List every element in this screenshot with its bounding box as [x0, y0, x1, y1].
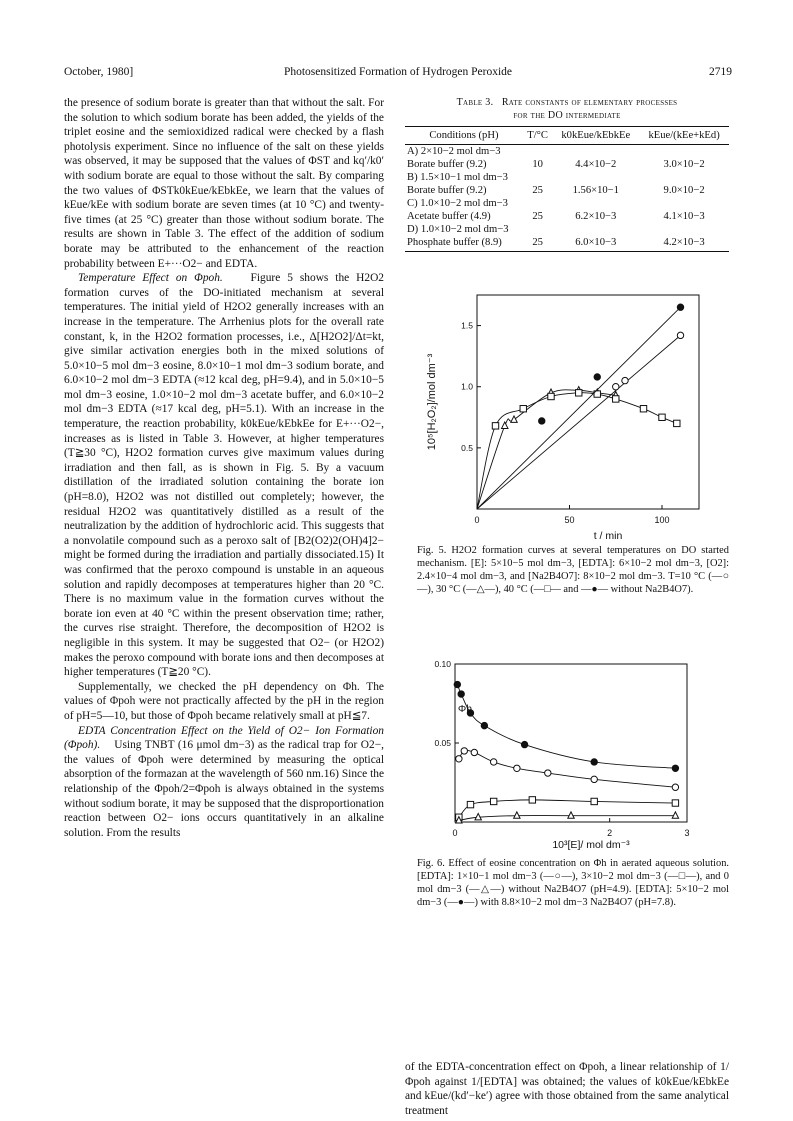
data-point	[659, 414, 665, 420]
figure-6-chart	[415, 650, 715, 850]
figure-6-caption: Fig. 6. Effect of eosine concentration on Φh in aerated aqueous solution. [EDTA]: 1×10−1 mol dm−3 (—○—), 3×10−2 mol dm−3 (—□—), and 0 mol dm−3 (—△—) without Na2B4O7 (pH=4.9). [EDTA]: 5×10−2 mol dm−3 (—●—) with 8.8×10−2 mol dm−3 Na2B4O7 (pH=7.8).	[417, 858, 729, 908]
table-header-row	[405, 127, 729, 145]
section-heading-edta: EDTA Concentration Effect on the Yield of O2− Ion Formation (Φpoh).	[64, 724, 384, 752]
data-point	[591, 759, 597, 765]
table-cell-condition: B) 1.5×10−1 mol dm−3	[407, 172, 508, 183]
table-cell-temperature: 10	[532, 159, 543, 170]
data-point	[594, 374, 600, 380]
table-row	[405, 223, 729, 236]
left-column	[64, 96, 384, 840]
data-point	[490, 759, 496, 765]
data-point	[456, 756, 462, 762]
table-caption	[405, 96, 729, 122]
table-cell-temperature: 25	[532, 185, 543, 196]
header-date: October, 1980]	[64, 66, 134, 78]
table-cell-buffer: Phosphate buffer (8.9)	[405, 236, 523, 252]
table-label: Table 3.	[456, 97, 494, 108]
data-point	[674, 420, 680, 426]
x-tick-label: 50	[564, 515, 575, 525]
y-tick-label: 0.5	[461, 442, 473, 453]
x-axis-label: 10³[E]/ mol dm⁻³	[552, 839, 630, 850]
data-point	[481, 722, 487, 728]
figure-5-chart	[415, 285, 715, 540]
table-cell-condition: D) 1.0×10−2 mol dm−3	[407, 224, 509, 235]
data-point	[471, 749, 477, 755]
y-axis-label: 10⁵[H₂O₂]/mol dm⁻³	[426, 353, 438, 451]
data-point	[613, 396, 619, 402]
series-line	[457, 685, 675, 769]
data-point	[529, 797, 535, 803]
data-point	[548, 393, 554, 399]
figure-5	[415, 285, 715, 540]
data-point	[520, 406, 526, 412]
figure-6	[415, 650, 715, 850]
header-k-fraction: kEue/(kEe+kEd)	[639, 127, 729, 145]
data-point	[545, 770, 551, 776]
table-cell-condition: C) 1.0×10−2 mol dm−3	[407, 198, 508, 209]
figure-5-caption: Fig. 5. H2O2 formation curves at several temperatures on DO started mechanism. [E]: 5×10−5 mol dm−3, [EDTA]: 6×10−2 mol dm−3, [O2]: 2.4×10−4 mol dm−3, and [Na2B4O7]: 8×10−2 mol dm−3. T=10 °C (—○—), 30 °C (—△—), 40 °C (—□— and —●— without Na2B4O7).	[417, 545, 729, 595]
x-tick-label: 0	[474, 515, 480, 525]
table-row	[405, 210, 729, 223]
section-heading-temperature: Temperature Effect on Φpoh.	[78, 272, 223, 285]
y-tick-label: 0.05	[434, 738, 451, 748]
table-row	[405, 236, 729, 252]
data-point	[640, 406, 646, 412]
series-line	[459, 750, 676, 787]
table-row	[405, 145, 729, 159]
data-point	[454, 681, 460, 687]
table-cell-buffer: Acetate buffer (4.9)	[407, 211, 491, 222]
table-row	[405, 184, 729, 197]
x-axis-label: t / min	[593, 530, 623, 540]
x-tick-label: 0	[452, 828, 458, 838]
table-cell-value: 6.2×10−3	[575, 211, 617, 222]
header-temperature: T/°C	[523, 127, 552, 145]
data-point	[539, 418, 545, 424]
header-k-ratio: k0kEue/kEbkEe	[552, 127, 639, 145]
table-cell-value: 1.56×10−1	[572, 185, 619, 196]
data-point	[502, 422, 508, 428]
paragraph-continuation: of the EDTA-concentration effect on Φpoh, a linear relationship of 1/Φpoh against 1/[EDTA] was obtained; the values of k0kEue/kEbkEe and kEue/(kd′−ke′) agree with those obtained from the same analytical treatment	[405, 1061, 729, 1117]
data-point	[591, 776, 597, 782]
data-point	[521, 741, 527, 747]
data-point	[672, 800, 678, 806]
data-point	[458, 691, 464, 697]
paragraph-temperature-text: Figure 5 shows the H2O2 formation curves of the DO-initiated mechanism at several temperatures. The initial yield of H2O2 generally increases with an increase in the temperature. The Arrhenius plots for the overall rate constant, k, in the H2O2 formation processes, i.e., Δ[H2O2]/Δt=kt, give similar activation energies both in the mixed solutions of 5.0×10−5 mol dm−3 eosine, 8.0×10−1 mol dm−3 sodium borate, and 6.0×10−2 mol dm−3 EDTA (≈12 kcal deg, pH=9.4), and in 5.0×10−5 mol dm−3 eosine, 1.0×10−2 mol dm−3 acetate buffer, and 6.0×10−2 mol dm−3 EDTA (≈17 kcal deg, pH=5.1). With an increase in the temperature, the reaction probability, k0kEue/kEbkEe for E+···O2−, increases as is listed in Table 3. However, at higher temperatures (T≧30 °C), H2O2 formation curves give maximum values during irradiation and then fall, as is shown in Fig. 5. By a vacuum distillation of the irradiated solution containing the borate ion (pH=8.0), H2O2 was not distilled out completely; however, the residual H2O2 was quantitatively distilled as a result of the neutralization by the addition of hydrochloric acid. This suggests that a nonvolatile compound such as a peroxo salt of [B2(O2)2(OH)4]2− might be formed during the irradiation and partially dissociated.15) It was confirmed that the peroxo compound is unstable in an aqueous solution and rapidly decomposes at temperatures higher than 20 °C. There is no maximum value in the formation curves without the borate ion even at 40 °C within the present observation time; rather, the curves rise straight. Therefore, the decomposition of H2O2 is negligible in this system. It may be suggested that O2− (or H2O2) makes the peroxo compound with borate ions and then decomposes at higher temperatures (T≧20 °C).	[64, 272, 384, 679]
header-page-number: 2719	[709, 66, 732, 78]
table-cell-value: 3.0×10−2	[663, 159, 705, 170]
data-point	[613, 384, 619, 390]
data-point	[677, 304, 683, 310]
data-point	[511, 416, 517, 422]
table-cell-temperature: 25	[532, 211, 543, 222]
data-point	[672, 812, 678, 818]
table-cell-value: 4.4×10−2	[575, 159, 617, 170]
table-cell-temperature: 25	[523, 236, 552, 252]
table-title-line1: Rate constants of elementary processes	[501, 97, 678, 108]
table-row	[405, 197, 729, 210]
data-point	[672, 765, 678, 771]
series-line	[459, 816, 676, 821]
data-point	[591, 798, 597, 804]
y-axis-label: Φh	[457, 703, 473, 715]
data-point	[568, 812, 574, 818]
series-line	[477, 335, 681, 509]
table-cell-value: 6.0×10−3	[552, 236, 639, 252]
x-tick-label: 100	[654, 515, 670, 525]
table-cell-buffer: Borate buffer (9.2)	[407, 185, 487, 196]
data-point	[514, 765, 520, 771]
rate-constants-table	[405, 126, 729, 252]
data-point	[622, 377, 628, 383]
table-cell-value: 4.1×10−3	[663, 211, 705, 222]
table-cell-value: 4.2×10−3	[639, 236, 729, 252]
paragraph-edta-text: Using TNBT (16 μmol dm−3) as the radical trap for O2−, the values of Φpoh were determined by measuring the optical absorption of the formazan at the wavelength of 560 nm.16) Since the relationship of the Φpoh/2=Φpoh is always obtained in the systems without sodium borate, it may be supposed that the disproportionation reaction between O2− ions occurs quantitatively in an alkaline solution. From the results	[64, 739, 384, 839]
paragraph-ph-dependency: Supplementally, we checked the pH dependency on Φh. The values of Φpoh were not practically affected by the pH in the region of pH=5—10, but those of Φpoh became relatively small at pH≦7.	[64, 680, 384, 722]
table-row	[405, 158, 729, 171]
plot-frame	[455, 664, 687, 822]
plot-frame	[477, 295, 699, 509]
table-cell-value: 9.0×10−2	[663, 185, 705, 196]
data-point	[677, 332, 683, 338]
paragraph-borate-effect: the presence of sodium borate is greater than that without the salt. For the solution to which sodium borate has been added, the yields of the triplet eosine and the semioxidized radical were checked by a flash photolysis experiment. Since no influence of the salt on these yields was observed, it may be supposed that the values of ΦST and kq′/k0′ with sodium borate are equal to those without the salt. By comparing the two values of ΦSTk0kEue/kEbkEe, we learn that the values of kEue/kEe with sodium borate are seven times (at 10 °C) and twenty-five times (at 25 °C) greater than those without sodium borate. The results are shown in Table 3. The effect of the addition of sodium borate may be attributed to the enhancement of the reaction probability between E+···O2− and EDTA.	[64, 97, 384, 270]
data-point	[461, 748, 467, 754]
table-row	[405, 171, 729, 184]
right-column-text	[405, 1060, 729, 1118]
header-conditions: Conditions (pH)	[405, 127, 523, 145]
y-tick-label: 0.10	[434, 659, 451, 669]
table-cell-condition: A) 2×10−2 mol dm−3	[407, 146, 501, 157]
data-point	[576, 390, 582, 396]
paragraph-temperature-effect	[64, 271, 384, 680]
data-point	[492, 423, 498, 429]
paragraph-edta-effect	[64, 724, 384, 841]
series-line	[477, 307, 681, 509]
data-point	[467, 801, 473, 807]
running-header	[64, 66, 732, 82]
table-cell-buffer: Borate buffer (9.2)	[407, 159, 487, 170]
data-point	[514, 812, 520, 818]
header-title: Photosensitized Formation of Hydrogen Peroxide	[283, 66, 513, 78]
table-3	[405, 96, 729, 252]
data-point	[672, 784, 678, 790]
x-tick-label: 2	[607, 828, 613, 838]
data-point	[490, 798, 496, 804]
y-tick-label: 1.0	[461, 381, 473, 392]
x-tick-label: 3	[684, 828, 690, 838]
y-tick-label: 1.5	[461, 320, 473, 331]
table-title-line2: for the DO intermediate	[513, 110, 621, 121]
